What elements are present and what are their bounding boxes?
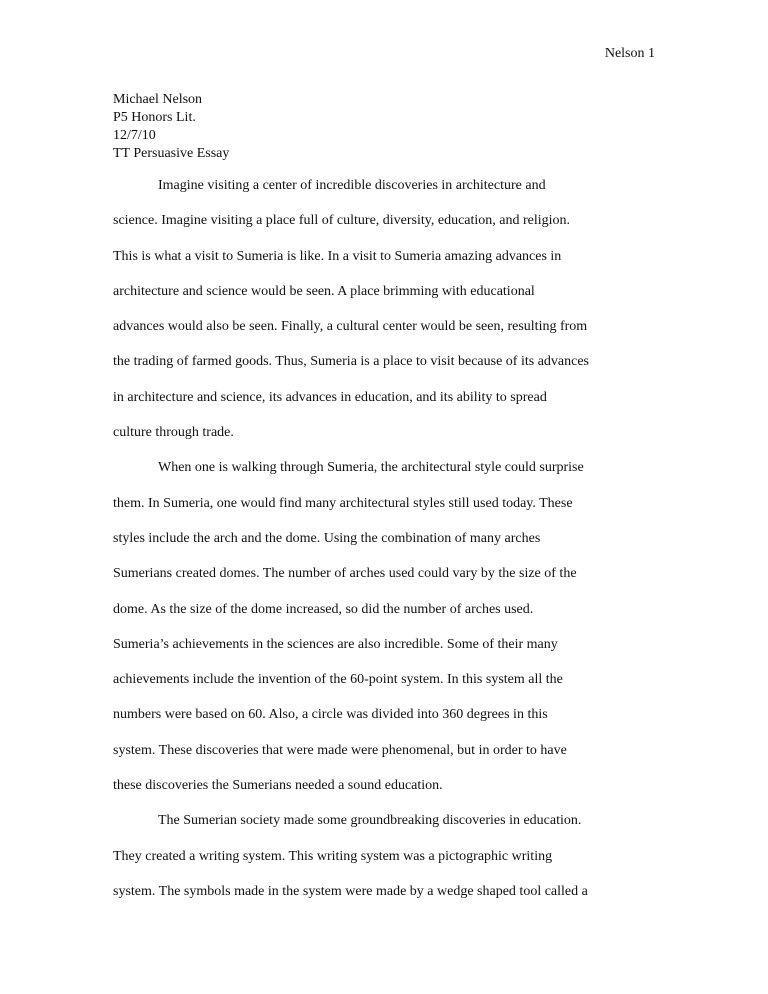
mla-heading xyxy=(113,91,229,163)
paragraph-2-line: system. These discoveries that were made were phenomenal, but in order to have xyxy=(113,742,567,758)
essay-body xyxy=(113,177,658,918)
paragraph-1-line: advances would also be seen. Finally, a cultural center would be seen, resulting from xyxy=(113,319,588,335)
paragraph-2-line: When one is walking through Sumeria, the architectural style could surprise xyxy=(158,460,584,476)
page-header: Nelson 1 xyxy=(604,46,655,61)
assignment-title: TT Persuasive Essay xyxy=(113,146,230,161)
author-name: Michael Nelson xyxy=(113,92,203,107)
paragraph-2-line: them. In Sumeria, one would find many architectural styles still used today. These xyxy=(113,495,573,511)
paragraph-1-line: science. Imagine visiting a place full of culture, diversity, education, and religion. xyxy=(113,213,571,229)
paragraph-1-line: in architecture and science, its advances in education, and its ability to spread xyxy=(113,389,547,405)
paragraph-2-line: these discoveries the Sumerians needed a sound education. xyxy=(113,778,443,794)
paragraph-2-line: dome. As the size of the dome increased, so did the number of arches used. xyxy=(113,601,534,617)
paragraph-2-line: numbers were based on 60. Also, a circle was divided into 360 degrees in this xyxy=(113,707,548,723)
paragraph-2-line: Sumeria’s achievements in the sciences are also incredible. Some of their many xyxy=(113,636,558,652)
paragraph-1-line: Imagine visiting a center of incredible discoveries in architecture and xyxy=(158,178,546,193)
paragraph-2-line: styles include the arch and the dome. Using the combination of many arches xyxy=(113,530,541,546)
paragraph-3-line: The Sumerian society made some groundbreaking discoveries in education. xyxy=(158,813,582,829)
paragraph-1-line: the trading of farmed goods. Thus, Sumeria is a place to visit because of its advances xyxy=(113,354,589,370)
paragraph-2-line: Sumerians created domes. The number of arches used could vary by the size of the xyxy=(113,566,577,582)
course-name: P5 Honors Lit. xyxy=(113,110,196,125)
paragraph-1-line: This is what a visit to Sumeria is like. In a visit to Sumeria amazing advances in xyxy=(113,248,562,264)
essay-date: 12/7/10 xyxy=(113,128,156,143)
paragraph-3-line: They created a writing system. This writing system was a pictographic writing xyxy=(113,848,553,864)
paragraph-1-line: culture through trade. xyxy=(113,425,234,441)
paragraph-3-line: system. The symbols made in the system were made by a wedge shaped tool called a xyxy=(113,883,588,899)
paragraph-1-line: architecture and science would be seen. A place brimming with educational xyxy=(113,283,535,299)
paragraph-2-line: achievements include the invention of the 60-point system. In this system all the xyxy=(113,672,563,688)
